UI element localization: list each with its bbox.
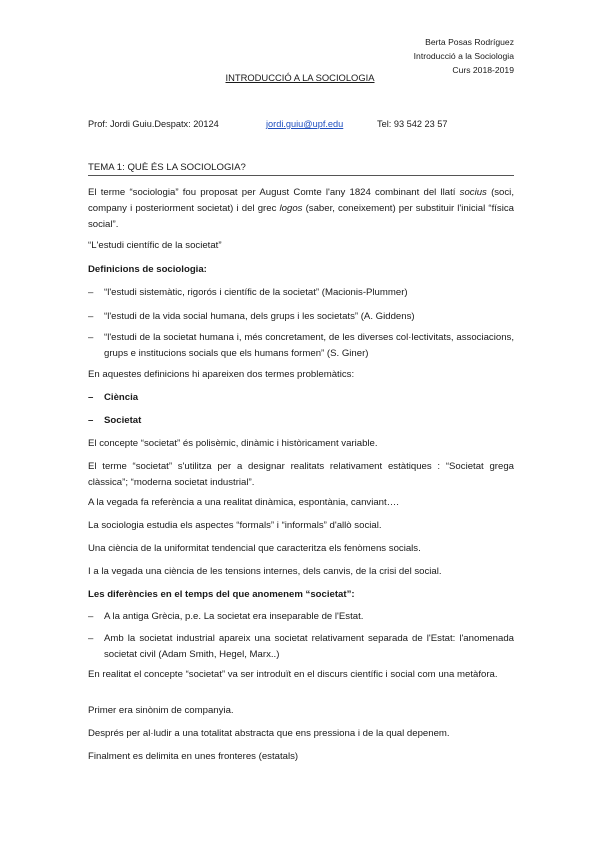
body-paragraph: El terme “societat” s'utilitza per a designar realitats relativament estàtiques : “Societat grega clàssica”; “moderna societat industrial”. — [88, 461, 514, 488]
document-header — [414, 35, 514, 77]
document-page: Berta Posas Rodríguez Introducció a la Sociologia Curs 2018-2019 INTRODUCCIÓ A LA SOCIOLOGIA Prof: Jordi Guiu.Despatx: 20124 jordi.guiu@upf.edu Tel: 93 542 23 57 TEMA 1: QUÈ ÉS LA SOCIOLOGIA? El terme “sociologia” fou proposat per August Comte l'any 1824 combinant del llatí socius (soci, company i posteriorment societat) i del grec logos (saber, coneixement) per substituir l'inicial “física social”. “L'estudi científic de la societat” Definicions de sociologia: – “l'estudi sistemàtic, rigorós i científic de la societat” (Macionis-Plummer) – “l'estudi de la vida social humana, dels grups i les societats” (A. Giddens) – “l'estudi de la societat humana i, més concretament, de les diverses col·lectivitats, associacions, grups e institucions socials que els humans formen” (S. Giner) En aquestes definicions hi apareixen dos termes problemàtics: – Ciència – Societat El concepte “societat” és polisèmic, dinàmic i històricament variable. El terme “societat” s'utilitza per a designar realitats relativament estàtiques : “Societat grega clàssica”; “moderna societat industrial”. A la vegada fa referència a una realitat dinàmica, espontània, canviant…. La sociologia estudia els aspectes “formals” i “informals” d'allò social. Una ciència de la uniformitat tendencial que caracteritza els fenòmens socials. I a la vegada una ciència de les tensions internes, dels canvis, de la crisi del social. Les diferències en el temps del que anomenem “societat”: – A la antiga Grècia, p.e. La societat era inseparable de l'Estat. – Amb la societat industrial apareix una societat relativament separada de l'Estat: l'anomenada societat civil (Adam Smith, Hegel, Marx..) En realitat el concepte “societat” va ser introduït en el discurs científic i social com una metàfora. Primer era sinònim de companyia. Després per al·ludir a una totalitat abstracta que ens pressiona i de la qual depenem. Finalment es delimita en unes fronteres (estatals) — [0, 0, 600, 848]
body-paragraph: La sociologia estudia els aspectes “formals” i “informals” d'allò social. — [88, 520, 382, 531]
closing-paragraph: Després per al·ludir a una totalitat abstracta que ens pressiona i de la qual depenem. — [88, 728, 450, 739]
section-title: TEMA 1: QUÈ ÉS LA SOCIOLOGIA? — [88, 162, 514, 176]
definition-quote: “L'estudi científic de la societat” — [88, 240, 222, 251]
professor-info: Prof: Jordi Guiu.Despatx: 20124 — [88, 119, 219, 129]
closing-paragraph: Primer era sinònim de companyia. — [88, 705, 234, 716]
differences-heading: Les diferències en el temps del que anomenem “societat”: — [88, 589, 355, 600]
body-paragraph: El concepte “societat” és polisèmic, dinàmic i històricament variable. — [88, 438, 378, 449]
intro-paragraph: El terme “sociologia” fou proposat per August Comte l'any 1824 combinant del llatí socius (soci, company i posteriorment societat) i del grec logos (saber, coneixement) per substituir l'inicial “física social”. — [88, 187, 514, 230]
professor-line — [88, 119, 448, 129]
body-paragraph: I a la vegada una ciència de les tensions internes, dels canvis, de la crisi del social. — [88, 566, 442, 577]
course-year: Curs 2018-2019 — [452, 65, 514, 75]
body-paragraph: Una ciència de la uniformitat tendencial que caracteritza els fenòmens socials. — [88, 543, 421, 554]
professor-phone: Tel: 93 542 23 57 — [377, 119, 448, 129]
course-name: Introducció a la Sociologia — [413, 51, 514, 61]
document-title: INTRODUCCIÓ A LA SOCIOLOGIA — [225, 72, 375, 83]
body-paragraph: A la vegada fa referència a una realitat dinàmica, espontània, canviant…. — [88, 497, 399, 508]
closing-paragraph: En realitat el concepte “societat” va ser introduït en el discurs científic i social com una metàfora. — [88, 669, 498, 680]
author-name: Berta Posas Rodríguez — [425, 37, 514, 47]
problematic-terms-intro: En aquestes definicions hi apareixen dos termes problemàtics: — [88, 369, 355, 380]
professor-email-link[interactable]: jordi.guiu@upf.edu — [266, 119, 344, 129]
definitions-heading: Definicions de sociologia: — [88, 264, 207, 275]
closing-paragraph: Finalment es delimita en unes fronteres (estatals) — [88, 751, 299, 762]
